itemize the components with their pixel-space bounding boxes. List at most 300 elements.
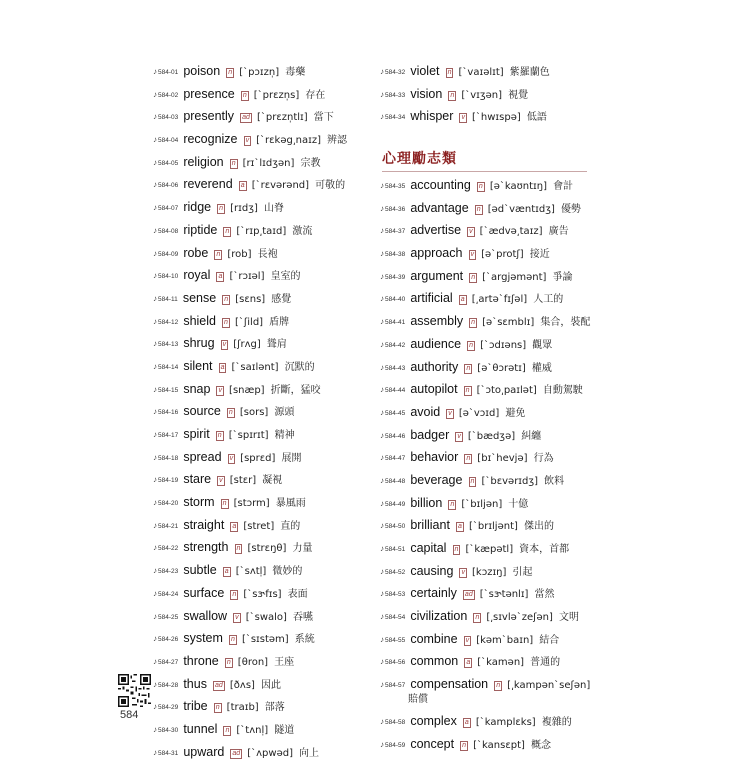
part-of-speech-badge: n bbox=[230, 636, 235, 644]
part-of-speech-badge: v bbox=[218, 386, 222, 394]
vocab-entry bbox=[153, 540, 368, 556]
chinese-translation: 源頭 bbox=[274, 407, 295, 419]
chinese-translation: 行為 bbox=[533, 453, 554, 465]
part-of-speech-badge: v bbox=[465, 636, 470, 644]
vocab-entry bbox=[153, 699, 368, 715]
entry-number[interactable]: ♪ 584-27 bbox=[153, 655, 178, 670]
part-of-speech-badge: n bbox=[462, 741, 467, 749]
vocab-entry bbox=[153, 132, 368, 148]
vocab-entry bbox=[153, 336, 368, 352]
entry-word: spread bbox=[183, 449, 222, 464]
part-of-speech-badge: n bbox=[225, 227, 230, 235]
phonetic-transcription: [ˋædvə͵taɪz] bbox=[479, 226, 543, 238]
vocab-entry bbox=[380, 360, 605, 376]
vocab-entry bbox=[153, 314, 368, 330]
phonetic-transcription: [θron] bbox=[237, 656, 269, 668]
entry-word: spirit bbox=[183, 427, 210, 441]
vocab-entry bbox=[153, 609, 368, 625]
entry-number[interactable]: ♪ 584-39 bbox=[380, 270, 405, 285]
entry-number[interactable]: ♪ 584-13 bbox=[153, 337, 178, 352]
chinese-translation: 山脊 bbox=[263, 203, 284, 215]
entry-number[interactable]: ♪ 584-50 bbox=[380, 519, 405, 534]
chinese-translation: 長袍 bbox=[257, 248, 278, 260]
vocab-entry bbox=[380, 541, 605, 557]
entry-word: poison bbox=[183, 64, 221, 78]
chinese-translation: 引起 bbox=[512, 566, 533, 578]
chinese-translation: 糾纏 bbox=[521, 430, 542, 442]
part-of-speech-badge: n bbox=[226, 658, 231, 666]
entry-number[interactable]: ♪ 584-47 bbox=[380, 451, 405, 466]
entry-word: shrug bbox=[183, 336, 215, 351]
part-of-speech-badge: n bbox=[471, 273, 476, 281]
chinese-translation: 資本，首都 bbox=[519, 544, 570, 555]
vocab-entry bbox=[153, 382, 368, 398]
entry-number[interactable]: ♪ 584-49 bbox=[380, 497, 405, 512]
phonetic-transcription: [ˋsaɪlənt] bbox=[231, 361, 279, 373]
page-number: 584 bbox=[120, 709, 139, 721]
phonetic-transcription: [ðʌs] bbox=[229, 679, 255, 691]
vocab-entry bbox=[380, 654, 605, 670]
chinese-translation: 當下 bbox=[313, 112, 334, 124]
phonetic-transcription: [ˋvaɪəlɪt] bbox=[458, 67, 504, 78]
chinese-translation: 感覺 bbox=[271, 293, 292, 305]
part-of-speech-badge: v bbox=[229, 454, 234, 462]
chinese-translation: 向上 bbox=[299, 747, 320, 759]
entry-number[interactable]: ♪ 584-12 bbox=[153, 315, 178, 330]
entry-word: tunnel bbox=[183, 721, 218, 736]
phonetic-transcription: [əˋθɔrətɪ] bbox=[477, 362, 526, 374]
entry-word: source bbox=[183, 404, 221, 419]
part-of-speech-badge: n bbox=[469, 341, 474, 349]
vocab-entry bbox=[153, 291, 368, 307]
part-of-speech-badge: v bbox=[235, 613, 239, 621]
part-of-speech-badge: v bbox=[448, 409, 452, 417]
vocab-entry bbox=[380, 450, 605, 466]
phonetic-transcription: [ˋspɪrɪt] bbox=[228, 430, 269, 441]
entry-number[interactable]: ♪ 584-15 bbox=[153, 383, 178, 398]
part-of-speech-badge: a bbox=[240, 182, 245, 190]
phonetic-transcription: [ˋkamən] bbox=[477, 657, 525, 669]
phonetic-transcription: [ˋpɔɪzn̩] bbox=[239, 67, 280, 78]
part-of-speech-badge: v bbox=[245, 137, 250, 145]
entry-word: advantage bbox=[410, 200, 469, 215]
entry-word: capital bbox=[410, 541, 447, 555]
phonetic-transcription: [ˋsʌtl̩] bbox=[235, 566, 267, 578]
entry-word: approach bbox=[410, 246, 463, 261]
part-of-speech-badge: v bbox=[457, 432, 461, 440]
part-of-speech-badge: n bbox=[224, 318, 228, 326]
entry-number[interactable]: ♪ 584-58 bbox=[380, 715, 405, 730]
part-of-speech-badge: n bbox=[228, 69, 233, 76]
chinese-translation: 低語 bbox=[526, 112, 547, 124]
entry-word: assembly bbox=[410, 314, 464, 329]
entry-word: beverage bbox=[410, 472, 463, 487]
entry-word: royal bbox=[183, 268, 211, 283]
chinese-translation: 盾牌 bbox=[269, 316, 290, 328]
entry-number[interactable]: ♪ 584-07 bbox=[153, 201, 178, 216]
entry-number[interactable]: ♪ 584-57 bbox=[380, 678, 405, 693]
phonetic-transcription: [ˋbɪljən] bbox=[461, 498, 503, 510]
phonetic-transcription: [͵artəˋfɪʃəl] bbox=[471, 294, 528, 306]
entry-number[interactable]: ♪ 584-46 bbox=[380, 429, 405, 444]
entry-word: complex bbox=[410, 713, 457, 728]
entry-number[interactable]: ♪ 584-10 bbox=[153, 269, 178, 284]
entry-number[interactable]: ♪ 584-30 bbox=[153, 723, 178, 738]
chinese-translation: 系統 bbox=[294, 634, 315, 646]
vocab-entry bbox=[153, 359, 368, 375]
vocab-entry bbox=[153, 450, 368, 466]
entry-word: vision bbox=[410, 86, 443, 101]
phonetic-transcription: [strɛŋθ] bbox=[247, 543, 287, 555]
phonetic-transcription: [əˋvɔɪd] bbox=[458, 407, 500, 419]
vocab-entry bbox=[380, 291, 605, 307]
entry-word: behavior bbox=[410, 450, 459, 465]
entry-number[interactable]: ♪ 584-11 bbox=[153, 292, 178, 307]
chinese-translation: 文明 bbox=[559, 612, 579, 624]
chinese-translation: 紫羅蘭色 bbox=[509, 67, 550, 78]
entry-word: strength bbox=[183, 540, 229, 555]
part-of-speech-badge: a bbox=[466, 659, 471, 667]
phonetic-transcription: [ˋargjəmənt] bbox=[482, 271, 547, 283]
entry-word: robe bbox=[183, 245, 209, 260]
entry-word: civilization bbox=[410, 609, 468, 624]
part-of-speech-badge: a bbox=[460, 296, 465, 304]
entry-word: violet bbox=[410, 64, 440, 78]
entry-number[interactable]: ♪ 584-14 bbox=[153, 360, 178, 375]
part-of-speech-badge: v bbox=[222, 341, 227, 349]
vocab-entry bbox=[380, 473, 605, 489]
part-of-speech-badge: n bbox=[217, 432, 222, 439]
chinese-translation: 觀眾 bbox=[532, 339, 553, 351]
chinese-translation: 宗教 bbox=[300, 157, 321, 169]
phonetic-transcription: [ˋʌpwəd] bbox=[247, 747, 293, 759]
part-of-speech-badge: n bbox=[478, 183, 483, 190]
part-of-speech-badge: n bbox=[447, 69, 452, 76]
part-of-speech-badge: ad bbox=[232, 749, 241, 757]
phonetic-transcription: [stɔrm] bbox=[233, 498, 270, 510]
vocab-entry bbox=[380, 223, 605, 239]
entry-number[interactable]: ♪ 584-52 bbox=[380, 565, 405, 580]
entry-number[interactable]: ♪ 584-36 bbox=[380, 202, 405, 217]
entry-word: surface bbox=[183, 585, 225, 600]
vocab-entry bbox=[153, 200, 368, 216]
vocab-entry bbox=[380, 586, 605, 602]
part-of-speech-badge: n bbox=[224, 295, 229, 303]
part-of-speech-badge: n bbox=[470, 477, 475, 485]
entry-number[interactable]: ♪ 584-40 bbox=[380, 292, 405, 307]
entry-word: sense bbox=[182, 290, 217, 305]
entry-number[interactable]: ♪ 584-48 bbox=[380, 474, 405, 489]
phonetic-transcription: [ˋbrɪljənt] bbox=[468, 521, 518, 533]
part-of-speech-badge: v bbox=[461, 568, 465, 576]
part-of-speech-badge: n bbox=[231, 159, 236, 167]
part-of-speech-badge: ad bbox=[242, 114, 250, 122]
phonetic-transcription: [ˋɔdɪəns] bbox=[480, 339, 527, 351]
chinese-translation: 毒藥 bbox=[285, 67, 306, 78]
chinese-translation: 集合，裝配 bbox=[540, 317, 591, 329]
part-of-speech-badge: a bbox=[464, 718, 469, 726]
entry-word: system bbox=[183, 631, 223, 646]
vocab-entry bbox=[153, 745, 368, 761]
right-column-bottom-list bbox=[380, 178, 605, 759]
entry-number[interactable]: ♪ 584-22 bbox=[153, 541, 178, 556]
phonetic-transcription: [ˋsɝtənlɪ] bbox=[479, 589, 529, 601]
chinese-translation: 概念 bbox=[530, 739, 551, 751]
phonetic-transcription: [sprɛd] bbox=[240, 452, 276, 464]
vocab-entry bbox=[380, 405, 605, 421]
entry-number[interactable]: ♪ 584-56 bbox=[380, 655, 405, 670]
vocab-entry bbox=[380, 109, 605, 125]
entry-word: argument bbox=[410, 268, 464, 283]
phonetic-transcription: [ˋkæpətl] bbox=[465, 544, 514, 555]
left-column bbox=[153, 64, 368, 767]
entry-number[interactable]: ♪ 584-24 bbox=[153, 587, 178, 602]
entry-word: common bbox=[410, 654, 459, 669]
chinese-translation: 力量 bbox=[292, 543, 313, 555]
vocab-entry bbox=[153, 404, 368, 420]
chinese-translation: 王座 bbox=[274, 656, 295, 668]
entry-number[interactable]: ♪ 584-01 bbox=[153, 65, 178, 80]
entry-number[interactable]: ♪ 584-05 bbox=[153, 156, 178, 171]
chinese-translation: 權威 bbox=[531, 362, 552, 374]
entry-number[interactable]: ♪ 584-43 bbox=[380, 361, 405, 376]
phonetic-transcription: [stret] bbox=[243, 520, 275, 532]
entry-number[interactable]: ♪ 584-38 bbox=[380, 247, 405, 262]
chinese-translation: 暴風雨 bbox=[275, 498, 306, 510]
part-of-speech-badge: a bbox=[220, 363, 225, 371]
entry-word: artificial bbox=[410, 291, 453, 306]
entry-number[interactable]: ♪ 584-08 bbox=[153, 224, 178, 239]
entry-number[interactable]: ♪ 584-20 bbox=[153, 496, 178, 511]
chinese-translation: 展開 bbox=[281, 452, 302, 464]
entry-word: authority bbox=[410, 359, 459, 374]
entry-word: combine bbox=[410, 631, 458, 646]
part-of-speech-badge: v bbox=[219, 477, 223, 485]
chinese-translation: 優勢 bbox=[560, 203, 581, 215]
vocab-entry bbox=[153, 677, 368, 693]
chinese-translation: 避免 bbox=[505, 407, 526, 419]
vocab-entry bbox=[153, 722, 368, 738]
chinese-translation: 激流 bbox=[292, 225, 313, 237]
chinese-translation: 普通的 bbox=[530, 657, 561, 669]
part-of-speech-badge: n bbox=[450, 91, 455, 99]
entry-number[interactable]: ♪ 584-33 bbox=[380, 88, 405, 103]
entry-word: badger bbox=[410, 427, 450, 442]
part-of-speech-badge: v bbox=[469, 228, 473, 236]
chinese-translation: 會計 bbox=[553, 181, 574, 192]
entry-number[interactable]: ♪ 584-09 bbox=[153, 247, 178, 262]
vocab-entry bbox=[380, 677, 605, 707]
entry-number[interactable]: ♪ 584-04 bbox=[153, 133, 178, 148]
entry-number[interactable]: ♪ 584-45 bbox=[380, 406, 405, 421]
vocab-entry bbox=[380, 246, 605, 262]
phonetic-transcription: [ˋkansɛpt] bbox=[473, 739, 525, 751]
chinese-translation: 可敬的 bbox=[315, 180, 346, 192]
entry-number[interactable]: ♪ 584-03 bbox=[153, 110, 178, 125]
vocab-entry bbox=[380, 564, 605, 580]
entry-word: autopilot bbox=[410, 382, 458, 397]
chinese-translation: 表面 bbox=[287, 588, 308, 600]
phonetic-transcription: [ˋrɛvərənd] bbox=[251, 180, 310, 192]
chinese-translation: 視覺 bbox=[508, 89, 529, 101]
phonetic-transcription: [ədˋvæntɪdʒ] bbox=[487, 203, 555, 215]
part-of-speech-badge: ad bbox=[464, 591, 473, 599]
vocab-entry bbox=[153, 64, 368, 80]
phonetic-transcription: [ˋɔto͵paɪlət] bbox=[476, 385, 537, 397]
entry-number[interactable]: ♪ 584-42 bbox=[380, 338, 405, 353]
phonetic-transcription: [ˋvɪʒən] bbox=[461, 89, 503, 101]
entry-word: upward bbox=[183, 744, 225, 759]
chinese-translation: 爭論 bbox=[552, 271, 573, 283]
part-of-speech-badge: n bbox=[476, 205, 481, 213]
part-of-speech-badge: n bbox=[228, 409, 233, 417]
entry-word: swallow bbox=[183, 608, 228, 623]
vocab-entry bbox=[380, 64, 605, 80]
part-of-speech-badge: n bbox=[222, 500, 227, 508]
chinese-translation: 聳肩 bbox=[266, 339, 287, 351]
vocab-entry bbox=[153, 109, 368, 125]
vocab-entry bbox=[380, 632, 605, 648]
part-of-speech-badge: n bbox=[225, 726, 230, 734]
phonetic-transcription: [ˋrɪp͵taɪd] bbox=[236, 225, 287, 237]
phonetic-transcription: [traɪb] bbox=[226, 702, 259, 714]
phonetic-transcription: [ˋbædʒə] bbox=[467, 430, 516, 442]
part-of-speech-badge: n bbox=[471, 319, 476, 327]
chinese-translation: 精神 bbox=[274, 430, 295, 441]
phonetic-transcription: [rɪdʒ] bbox=[230, 203, 258, 215]
entry-word: shield bbox=[183, 313, 216, 328]
vocab-entry bbox=[153, 654, 368, 670]
entry-number[interactable]: ♪ 584-06 bbox=[153, 178, 178, 193]
entry-number[interactable]: ♪ 584-51 bbox=[380, 542, 405, 557]
entry-number[interactable]: ♪ 584-34 bbox=[380, 110, 405, 125]
vocab-entry bbox=[380, 178, 605, 194]
entry-number[interactable]: ♪ 584-44 bbox=[380, 383, 405, 398]
entry-number[interactable]: ♪ 584-23 bbox=[153, 564, 178, 579]
entry-word: subtle bbox=[183, 563, 217, 578]
part-of-speech-badge: v bbox=[470, 251, 474, 259]
phonetic-transcription: [ˋprɛzn̩tlɪ] bbox=[256, 112, 308, 124]
entry-number[interactable]: ♪ 584-31 bbox=[153, 746, 178, 761]
phonetic-transcription: [ˋkamplɛks] bbox=[475, 716, 536, 728]
chinese-translation: 傑出的 bbox=[523, 521, 554, 533]
vocab-entry bbox=[380, 201, 605, 217]
part-of-speech-badge: n bbox=[232, 590, 237, 598]
entry-number[interactable]: ♪ 584-25 bbox=[153, 610, 178, 625]
vocab-entry bbox=[380, 87, 605, 103]
phonetic-transcription: [kɔzɪŋ] bbox=[472, 566, 507, 578]
entry-number[interactable]: ♪ 584-18 bbox=[153, 451, 178, 466]
chinese-translation: 廣告 bbox=[548, 226, 569, 238]
vocab-entry bbox=[380, 518, 605, 534]
entry-word: reverend bbox=[183, 177, 233, 192]
part-of-speech-badge: n bbox=[475, 614, 480, 622]
chinese-translation: 微妙的 bbox=[272, 566, 303, 578]
entry-word: thus bbox=[183, 676, 207, 691]
phonetic-transcription: [əˋkaʊntɪŋ] bbox=[489, 181, 547, 192]
part-of-speech-badge: n bbox=[450, 500, 455, 508]
entry-number[interactable]: ♪ 584-53 bbox=[380, 587, 405, 602]
phonetic-transcription: [ˋswalo] bbox=[245, 611, 287, 623]
entry-word: stare bbox=[183, 472, 212, 487]
entry-number[interactable]: ♪ 584-32 bbox=[380, 65, 405, 80]
vocab-entry bbox=[153, 427, 368, 443]
chinese-translation: 存在 bbox=[305, 89, 326, 101]
entry-word: presence bbox=[183, 86, 235, 101]
part-of-speech-badge: n bbox=[466, 364, 471, 372]
chinese-translation: 折斷，猛咬 bbox=[270, 384, 321, 396]
phonetic-transcription: [͵kampənˋseʃən] bbox=[507, 680, 591, 692]
qr-code-icon[interactable] bbox=[118, 674, 151, 707]
chinese-translation: 直的 bbox=[280, 520, 301, 532]
entry-number[interactable]: ♪ 584-29 bbox=[153, 700, 178, 715]
vocab-entry bbox=[380, 714, 605, 730]
entry-number[interactable]: ♪ 584-35 bbox=[380, 179, 405, 194]
vocab-entry bbox=[153, 155, 368, 171]
vocab-entry bbox=[153, 586, 368, 602]
entry-word: brilliant bbox=[410, 518, 450, 533]
entry-number[interactable]: ♪ 584-37 bbox=[380, 224, 405, 239]
entry-word: audience bbox=[410, 336, 462, 351]
part-of-speech-badge: a bbox=[457, 523, 462, 531]
chinese-translation: 複雜的 bbox=[541, 716, 572, 728]
entry-number[interactable]: ♪ 584-54 bbox=[380, 610, 405, 625]
part-of-speech-badge: n bbox=[242, 91, 247, 99]
chinese-translation: 人工的 bbox=[533, 294, 564, 306]
entry-number[interactable]: ♪ 584-17 bbox=[153, 428, 178, 443]
entry-number[interactable]: ♪ 584-26 bbox=[153, 632, 178, 647]
chinese-translation: 飲料 bbox=[544, 475, 565, 487]
entry-number[interactable]: ♪ 584-19 bbox=[153, 473, 178, 488]
entry-number[interactable]: ♪ 584-59 bbox=[380, 738, 405, 753]
phonetic-transcription: [stɛr] bbox=[229, 475, 257, 487]
part-of-speech-badge: a bbox=[224, 568, 229, 576]
chinese-translation: 部落 bbox=[264, 702, 285, 714]
phonetic-transcription: [ˋhwɪspə] bbox=[472, 112, 521, 124]
entry-word: religion bbox=[183, 154, 224, 169]
vocab-entry bbox=[153, 563, 368, 579]
entry-word: presently bbox=[183, 109, 235, 124]
entry-number[interactable]: ♪ 584-21 bbox=[153, 519, 178, 534]
entry-word: accounting bbox=[410, 178, 471, 192]
vocab-entry bbox=[380, 737, 605, 753]
entry-number[interactable]: ♪ 584-16 bbox=[153, 405, 178, 420]
entry-word: straight bbox=[183, 517, 225, 532]
entry-word: recognize bbox=[183, 132, 238, 147]
entry-word: riptide bbox=[183, 222, 218, 237]
chinese-translation: 沉默的 bbox=[284, 361, 315, 373]
vocab-entry bbox=[153, 87, 368, 103]
vocab-entry bbox=[380, 609, 605, 625]
phonetic-transcription: [ˋtʌnl̩] bbox=[236, 724, 269, 736]
vocab-entry bbox=[153, 246, 368, 262]
entry-number[interactable]: ♪ 584-41 bbox=[380, 315, 405, 330]
entry-number[interactable]: ♪ 584-28 bbox=[153, 678, 178, 693]
chinese-translation: 吞嚥 bbox=[292, 611, 313, 623]
chinese-translation: 辨認 bbox=[327, 135, 348, 147]
chinese-translation: 因此 bbox=[261, 679, 281, 691]
entry-number[interactable]: ♪ 584-02 bbox=[153, 88, 178, 103]
vocab-entry bbox=[153, 177, 368, 193]
phonetic-transcription: [rɪˋlɪdʒən] bbox=[242, 157, 295, 169]
vocab-entry bbox=[380, 269, 605, 285]
part-of-speech-badge: a bbox=[218, 273, 223, 281]
right-column bbox=[380, 64, 605, 132]
entry-word: causing bbox=[410, 563, 454, 578]
vocab-entry bbox=[380, 496, 605, 512]
part-of-speech-badge: n bbox=[236, 545, 241, 553]
entry-number[interactable]: ♪ 584-55 bbox=[380, 633, 405, 648]
